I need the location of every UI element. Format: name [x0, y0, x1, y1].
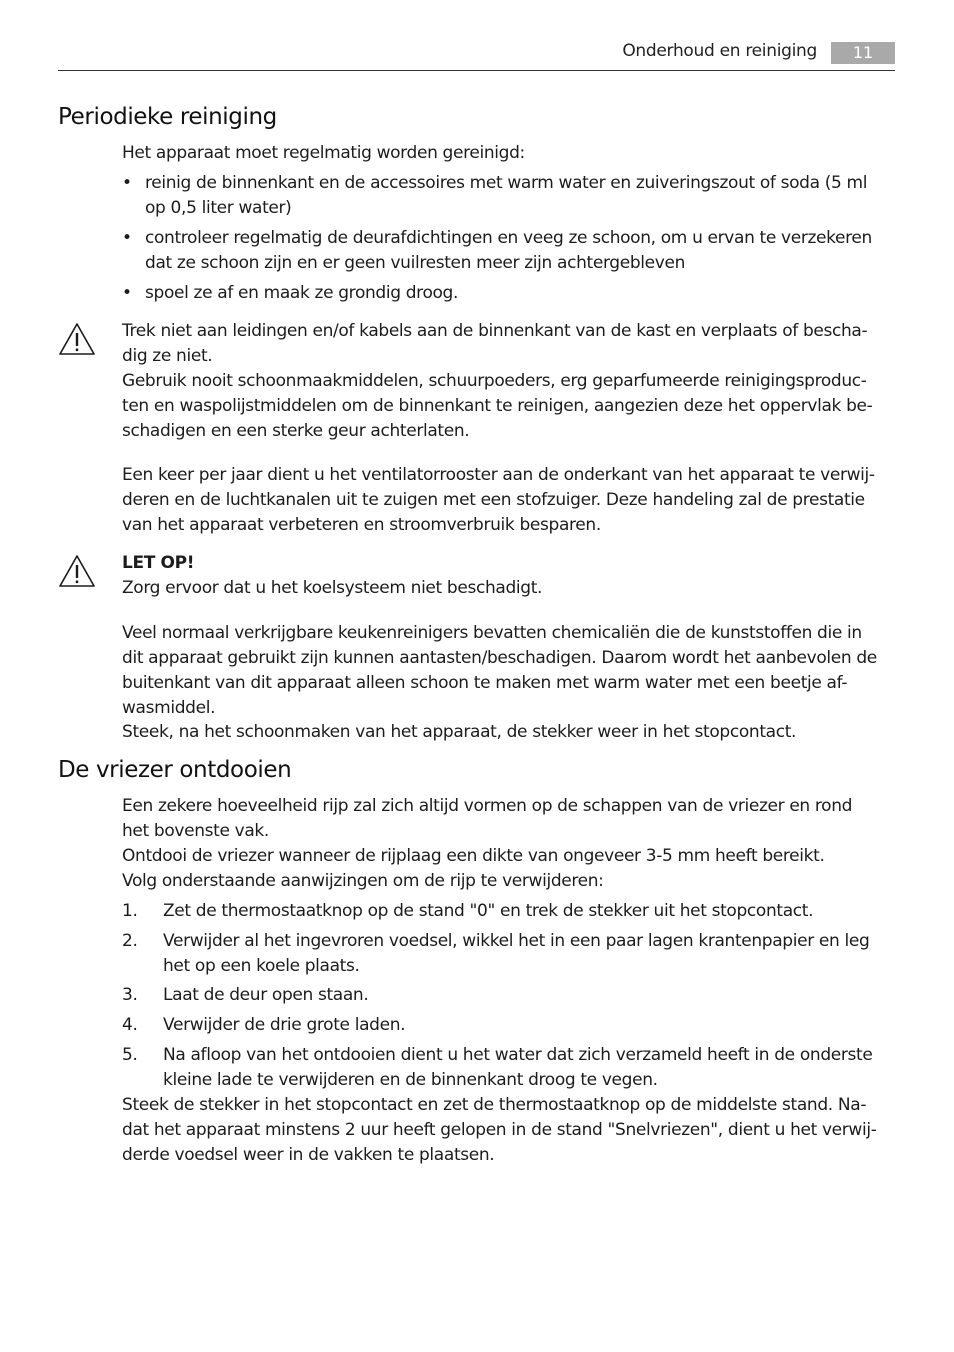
step-text: Zet de thermostaatknop op de stand "0" en trek de stekker uit het stopcontact.: [163, 901, 814, 921]
bullet-line: op 0,5 liter water): [145, 198, 292, 218]
warning-text: Gebruik nooit schoonmaakmiddelen, schuurpoeders, erg geparfumeerde reinigingsproduc-: [122, 371, 867, 391]
step-number: 2.: [122, 931, 138, 951]
bullet-dot: •: [122, 228, 133, 248]
warning-text: schadigen en een sterke geur achterlaten.: [122, 421, 470, 441]
warning-triangle-icon: [58, 322, 96, 356]
page-number: 11: [831, 42, 895, 64]
body-text: het bovenste vak.: [122, 821, 269, 841]
warning-text: Zorg ervoor dat u het koelsysteem niet beschadigt.: [122, 578, 543, 598]
body-text: dat het apparaat minstens 2 uur heeft gelopen in de stand "Snelvriezen", dient u het verwij-: [122, 1120, 877, 1140]
body-text: deren en de luchtkanalen uit te zuigen met een stofzuiger. Deze handeling zal de prestatie: [122, 490, 865, 510]
body-text: Een keer per jaar dient u het ventilatorrooster aan de onderkant van het apparaat te verwij-: [122, 465, 875, 485]
body-text: buitenkant van dit apparaat alleen schoon te maken met warm water met een beetje af-: [122, 673, 848, 693]
body-text: wasmiddel.: [122, 698, 216, 718]
bullet-line: controleer regelmatig de deurafdichtingen en veeg ze schoon, om u ervan te verzekeren: [145, 228, 872, 248]
step-text: het op een koele plaats.: [163, 956, 360, 976]
body-text: Steek, na het schoonmaken van het apparaat, de stekker weer in het stopcontact.: [122, 722, 797, 742]
body-text: Steek de stekker in het stopcontact en zet de thermostaatknop op de middelste stand. Na-: [122, 1095, 867, 1115]
body-text: Ontdooi de vriezer wanneer de rijplaag een dikte van ongeveer 3-5 mm heeft bereikt.: [122, 846, 825, 866]
warning-triangle-icon: [58, 554, 96, 588]
step-text: Verwijder al het ingevroren voedsel, wikkel het in een paar lagen krantenpapier en leg: [163, 931, 870, 951]
running-section-title: Onderhoud en reiniging: [622, 41, 817, 61]
body-text: Veel normaal verkrijgbare keukenreinigers bevatten chemicaliën die de kunststoffen die in: [122, 623, 862, 643]
bullet-line: dat ze schoon zijn en er geen vuilresten meer zijn achtergebleven: [145, 253, 686, 273]
body-text: van het apparaat verbeteren en stroomverbruik besparen.: [122, 515, 601, 535]
warning-text: Trek niet aan leidingen en/of kabels aan de binnenkant van de kast en verplaats of bescha-: [122, 321, 868, 341]
step-text: kleine lade te verwijderen en de binnenkant droog te vegen.: [163, 1070, 658, 1090]
step-number: 4.: [122, 1015, 138, 1035]
body-text: derde voedsel weer in de vakken te plaatsen.: [122, 1145, 495, 1165]
warning-title: LET OP!: [122, 553, 195, 573]
bullet-dot: •: [122, 283, 133, 303]
warning-text: dig ze niet.: [122, 346, 213, 366]
bullet-line: spoel ze af en maak ze grondig droog.: [145, 283, 459, 303]
step-text: Laat de deur open staan.: [163, 985, 369, 1005]
step-text: Na afloop van het ontdooien dient u het water dat zich verzameld heeft in de onderste: [163, 1045, 873, 1065]
bullet-dot: •: [122, 173, 133, 193]
heading-periodieke-reiniging: Periodieke reiniging: [58, 104, 277, 130]
intro-text: Het apparaat moet regelmatig worden gereinigd:: [122, 143, 525, 163]
step-number: 3.: [122, 985, 138, 1005]
step-text: Verwijder de drie grote laden.: [163, 1015, 406, 1035]
step-number: 1.: [122, 901, 138, 921]
heading-de-vriezer-ontdooien: De vriezer ontdooien: [58, 757, 292, 783]
bullet-line: reinig de binnenkant en de accessoires met warm water en zuiveringszout of soda (5 ml: [145, 173, 868, 193]
warning-text: ten en waspolijstmiddelen om de binnenkant te reinigen, aangezien deze het oppervlak be-: [122, 396, 873, 416]
body-text: Volg onderstaande aanwijzingen om de rijp te verwijderen:: [122, 871, 604, 891]
step-number: 5.: [122, 1045, 138, 1065]
body-text: Een zekere hoeveelheid rijp zal zich altijd vormen op de schappen van de vriezer en rond: [122, 796, 853, 816]
body-text: dit apparaat gebruikt zijn kunnen aantasten/beschadigen. Daarom wordt het aanbevolen de: [122, 648, 877, 668]
page-header: [58, 38, 895, 71]
